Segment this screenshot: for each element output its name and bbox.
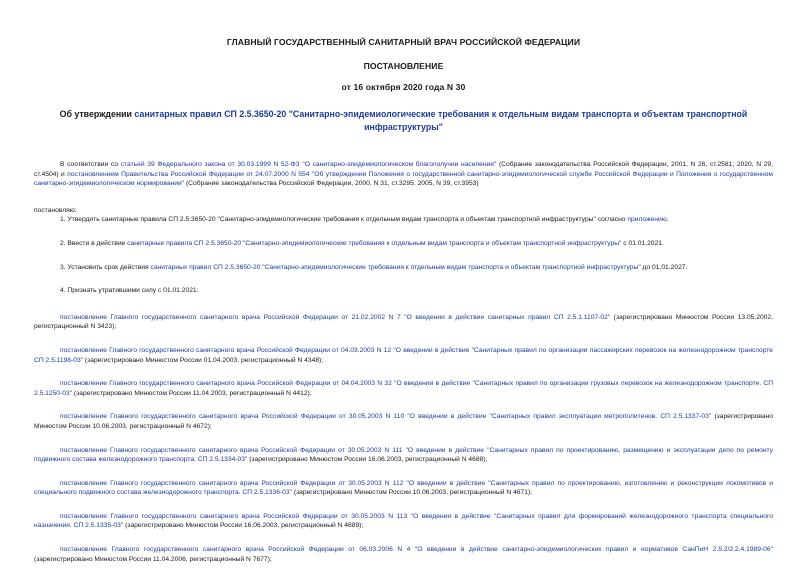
repealed-item <box>34 545 773 564</box>
intro-paragraph <box>34 160 773 189</box>
repealed-item <box>34 479 773 498</box>
item-3 <box>34 263 773 273</box>
federal-law-link[interactable]: статьей 39 Федерального закона от 30.03.1999 N 52-ФЗ "О санитарно-эпидемиологическом благополучии населения" <box>120 161 497 168</box>
intro-text-1: В соответствии со <box>60 161 121 168</box>
issuing-authority: ГЛАВНЫЙ ГОСУДАРСТВЕННЫЙ САНИТАРНЫЙ ВРАЧ РОССИЙСКОЙ ФЕДЕРАЦИИ <box>226 37 581 47</box>
document-subject <box>34 108 773 134</box>
document-type: ПОСТАНОВЛЕНИЕ <box>363 61 444 71</box>
intro-text-2: (Собрание законодательства Российской Федерации, 2001, N 26, ст.2581; 2020, N 29, ст.4504) и <box>34 161 773 178</box>
repealed-decree-link[interactable]: постановление Главного государственного санитарного врача Российской Федерации от 04.03.2003 N 12 "О введении в действие "Санитарных правил по организации пассажирских перевозок на железнодорожном транспорте СП 2.5.1198-03" <box>34 346 773 364</box>
repealed-registration: (зарегистрировано Минюстом России 10.06.2003, регистрационный N 4671); <box>291 489 533 497</box>
document-date-number: от 16 октября 2020 года N 30 <box>341 82 466 92</box>
item-1-text: 1. Утвердить санитарные правила СП 2.5.3650-20 "Санитарно-эпидемиологические требования к отдельным видам транспорта и объектам транспортной инфраструктуры" согласно <box>60 216 628 224</box>
item-3-text: 3. Установить срок действия <box>60 263 151 271</box>
repealed-item <box>34 346 773 365</box>
item-2-rules-link[interactable]: санитарные правила СП 2.5.3650-20 "Санитарно-эпидемиологические требования к отдельным видам транспорта и объектам транспортной инфраструктуры" <box>127 239 622 247</box>
repealed-item <box>34 512 773 531</box>
item-2-text: 2. Ввести в действие <box>60 239 128 247</box>
intro-text-3: (Собрание законодательства Российской Федерации, 2000, N 31, ст.3295; 2005, N 39, ст.3953) <box>184 180 479 188</box>
decree-word: постановляю: <box>34 206 77 214</box>
repealed-decree-link[interactable]: постановление Главного государственного санитарного врача Российской Федерации от 30.05.2003 N 113 "О введении в действие "Санитарных правил для формирований железнодорожного транспорта специального назначения. СП 2.5.1335-03" <box>34 512 773 530</box>
repealed-decree-link[interactable]: постановление Главного государственного санитарного врача Российской Федерации от 21.02.2002 N 7 "О введении в действие санитарных правил СП 2.5.1.1107-02" <box>60 313 611 321</box>
item-1-end: . <box>666 216 669 224</box>
appendix-link[interactable]: приложению <box>627 216 667 224</box>
subject-prefix: Об утверждении <box>59 109 135 119</box>
repealed-registration: (зарегистрировано Минюстом России 11.04.2003, регистрационный N 4412); <box>72 389 312 397</box>
item-2-end: с 01.01.2021. <box>621 239 664 247</box>
government-decree-link[interactable]: постановлением Правительства Российской Федерации от 24.07.2000 N 554 "Об утверждении Положения о государственной санитарно-эпидемиологической службе Российской Федерации и Положения о государственном санитарно-эпидемиологическом нормировании" <box>34 170 773 188</box>
repealed-item <box>34 446 773 465</box>
repealed-registration: (зарегистрировано Минюстом России 01.04.2003, регистрационный N 4348); <box>83 356 324 364</box>
item-3-end: до 01.01.2027. <box>640 263 688 271</box>
item-2 <box>34 239 773 249</box>
repealed-item <box>34 412 773 431</box>
repealed-registration: (зарегистрировано Минюстом России 16.06.2003, регистрационный N 4688); <box>247 456 488 464</box>
repealed-registration: (зарегистрировано Минюстом России 10.06.2003, регистрационный N 4672); <box>34 413 773 430</box>
item-3-rules-link[interactable]: санитарных правил СП 2.5.3650-20 "Санитарно-эпидемиологические требования к отдельным видам транспорта и объектам транспортной инфраструктуры" <box>150 263 641 271</box>
repealed-registration: (зарегистрировано Минюстом России 11.04.2006, регистрационный N 7677); <box>34 555 272 563</box>
repealed-registration: (зарегистрировано Минюстом России 13.05.2002, регистрационный N 3423); <box>34 313 773 331</box>
repealed-item <box>34 379 773 398</box>
item-4: 4. Признать утратившими силу с 01.01.2021: <box>60 287 199 295</box>
repealed-decree-link[interactable]: постановление Главного государственного санитарного врача Российской Федерации от 30.05.2003 N 110 "О введении в действие "Санитарных правил эксплуатации метрополитенов. СП 2.5.1337-03" <box>60 413 712 421</box>
repealed-registration: (зарегистрировано Минюстом России 16.06.2003, регистрационный N 4689); <box>123 522 364 530</box>
repealed-decree-link[interactable]: постановление Главного государственного санитарного врача Российской Федерации от 30.05.2003 N 111 "О введении в действие "Санитарных правил по проектированию, размещению и эксплуатации депо по ремонту подвижного состава железнодорожного транспорта. СП 2.5.1334-03" <box>34 446 773 464</box>
repealed-decree-link[interactable]: постановление Главного государственного санитарного врача Российской Федерации от 06.03.2006 N 4 "О введении в действие санитарно-эпидемиологических правил и нормативов СанПиН 2.5.2/2.2.4.1989-06" <box>60 546 773 554</box>
item-1 <box>34 215 773 225</box>
repealed-decree-link[interactable]: постановление Главного государственного санитарного врача Российской Федерации от 30.05.2003 N 112 "О введении в действие "Санитарных правил по проектированию, изготовлению и реконструкции локомотивов и специального подвижного состава железнодорожного транспорта. СП 2.5.1336-03" <box>34 479 773 497</box>
subject-link[interactable]: санитарных правил СП 2.5.3650-20 "Санитарно-эпидемиологические требования к отдельным видам транспорта и объектам транспортной инфраструктуры" <box>134 109 748 132</box>
repealed-decree-link[interactable]: постановление Главного государственного санитарного врача Российской Федерации от 04.04.2003 N 32 "О введении в действие "Санитарных правил по организации грузовых перевозок на железнодорожном транспорте. СП 2.5.1250-03" <box>34 380 773 397</box>
repealed-item <box>34 313 773 332</box>
